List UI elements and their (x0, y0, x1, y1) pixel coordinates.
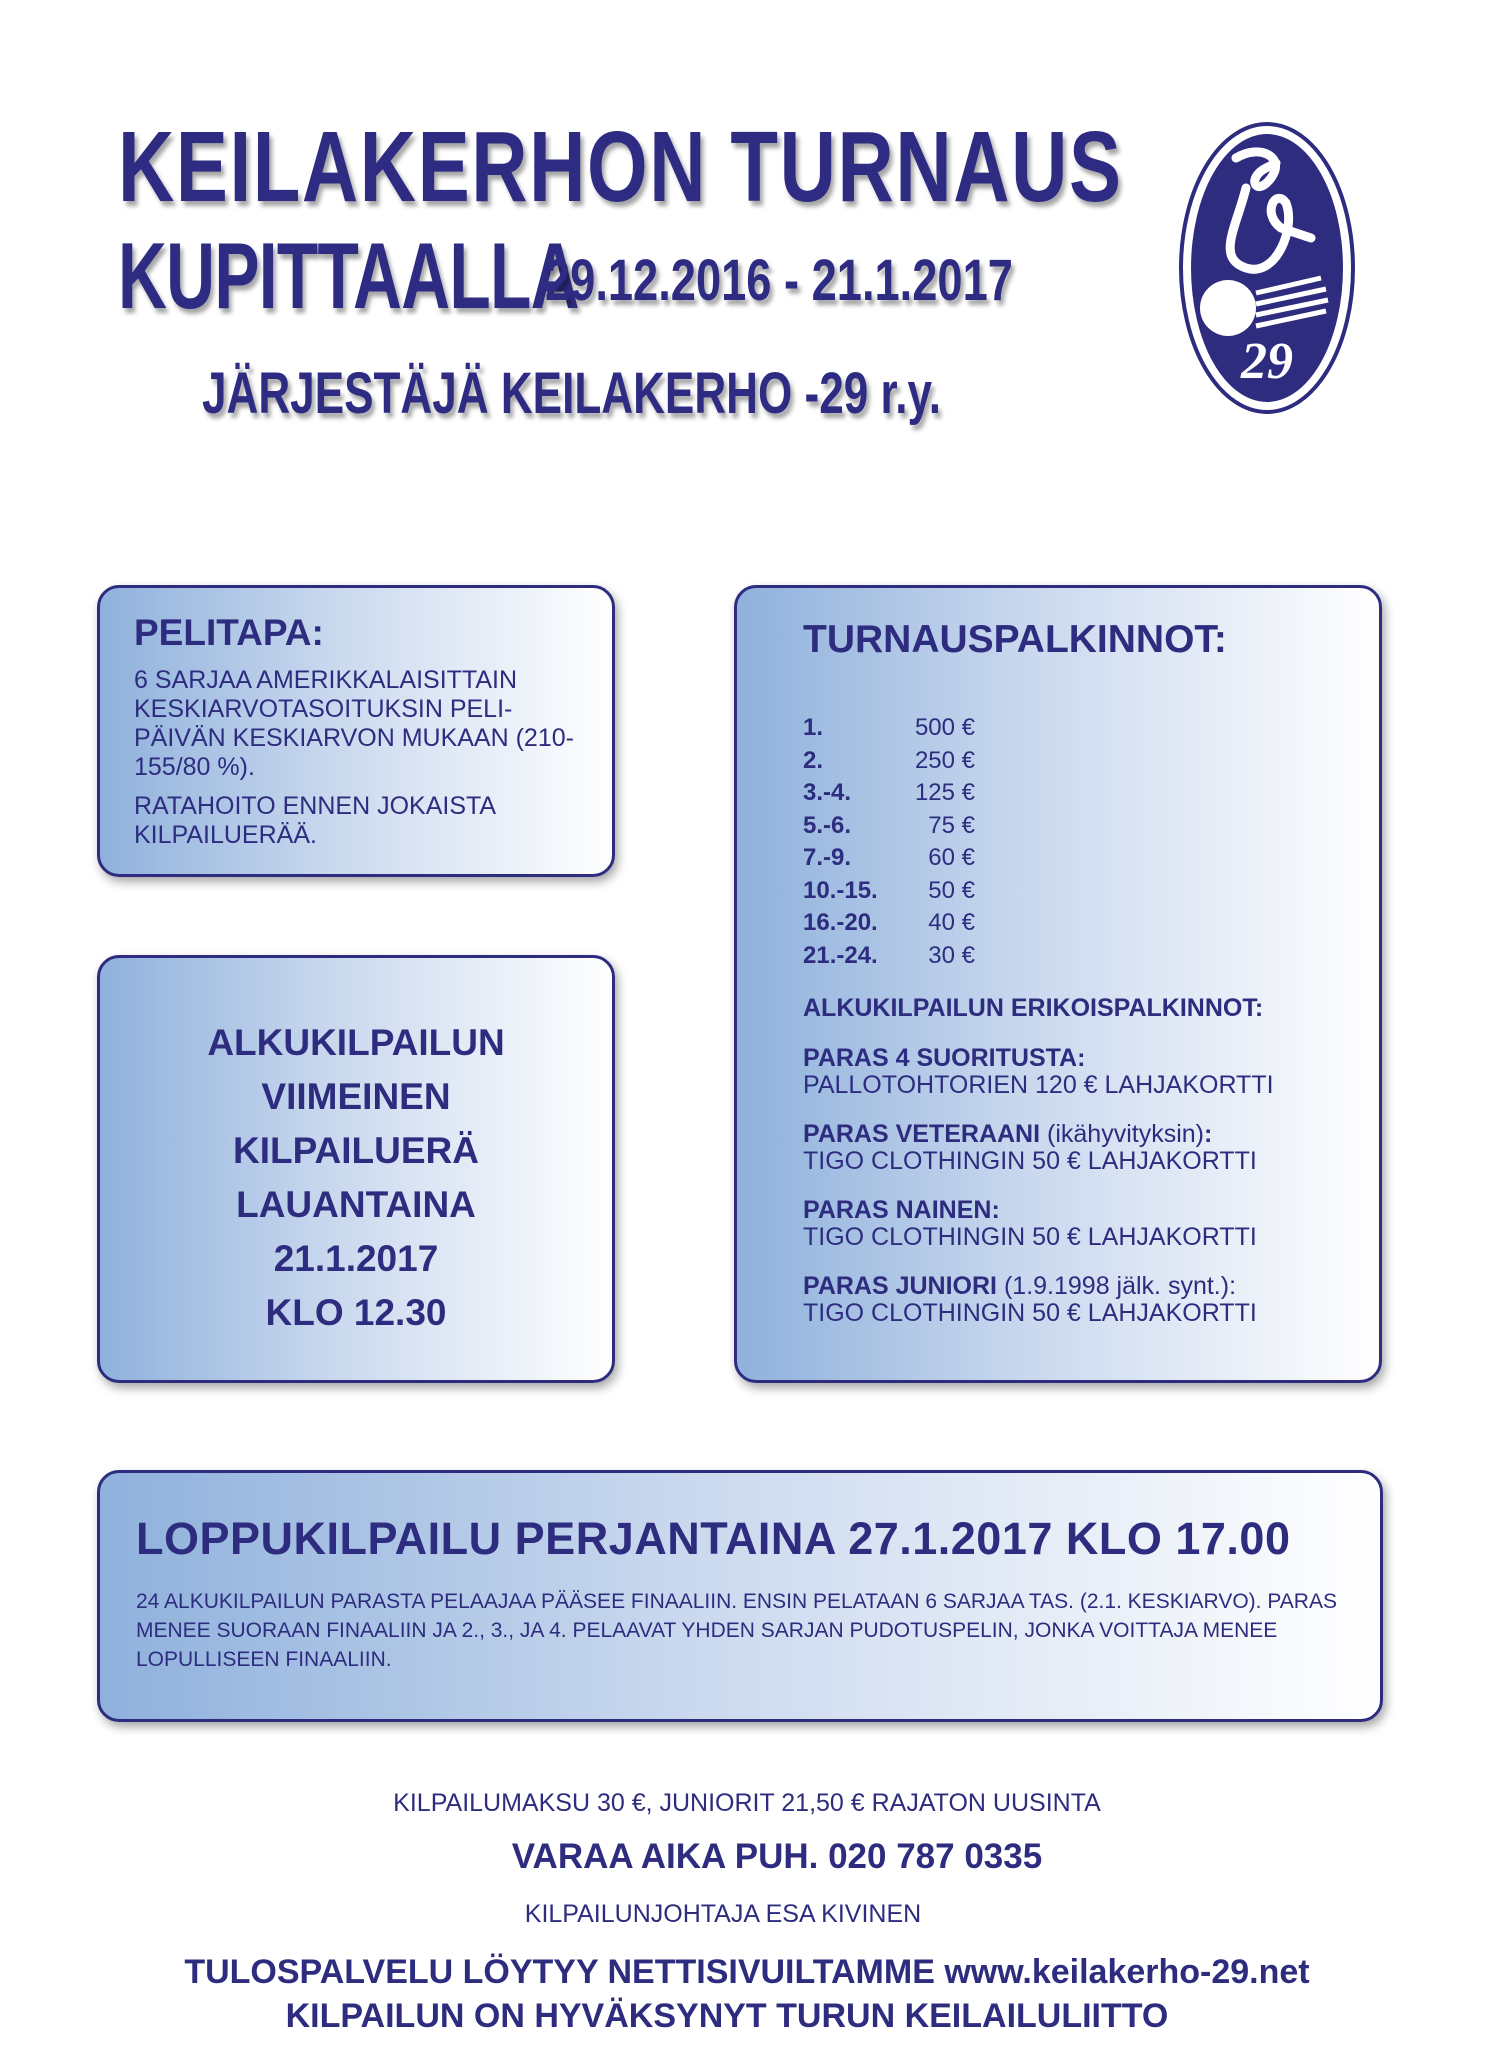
approval-note: KILPAILUN ON HYVÄKSYNYT TURUN KEILAILULIITTO (285, 1997, 1169, 2035)
prize-amount: 125 € (914, 779, 975, 806)
special-prize-title: PARAS JUNIORI (803, 1272, 998, 1300)
special-prize (803, 1045, 1313, 1099)
alku-line: ALKUKILPAILUN (207, 1022, 505, 1063)
prize-row (803, 745, 1313, 778)
prize-amount: 75 € (928, 811, 975, 839)
palkinnot-box (734, 585, 1382, 1383)
prize-place: 2. (803, 746, 824, 774)
prize-row (803, 875, 1313, 908)
prize-place: 5.-6. (803, 811, 852, 839)
logo-ball (1200, 280, 1256, 336)
results-service: TULOSPALVELU LÖYTYY NETTISIVUILTAMME www.keilakerho-29.net (184, 1953, 1310, 1991)
palkinnot-heading: TURNAUSPALKINNOT: (803, 618, 1227, 661)
alku-line: 21.1.2017 (273, 1238, 439, 1279)
alku-line: KLO 12.30 (265, 1292, 447, 1333)
entry-fee: KILPAILUMAKSU 30 €, JUNIORIT 21,50 € RAJATON UUSINTA (393, 1789, 1101, 1817)
prize-amount: 500 € (914, 714, 975, 741)
prize-place: 3.-4. (803, 779, 852, 806)
club-logo (1176, 118, 1358, 418)
prize-place: 16.-20. (803, 909, 878, 936)
special-prize-value: TIGO CLOTHINGIN 50 € LAHJAKORTTI (803, 1299, 1257, 1327)
prize-row (803, 712, 1313, 745)
prize-row (803, 842, 1313, 875)
prize-place: 10.-15. (803, 876, 878, 904)
organizer: JÄRJESTÄJÄ KEILAKERHO -29 r.y. (202, 361, 941, 426)
loppukilpailu-text: 24 ALKUKILPAILUN PARASTA PELAAJAA PÄÄSEE FINAALIIN. ENSIN PELATAAN 6 SARJAA TAS. (2.1. KESKIARVO). PARAS MENEE SUORAAN FINAALIIN JA 2., 3., JA 4. PELAAVAT YHDEN SARJAN PUDOTUSPELIN, JONKA VOITTAJA MENEE LOPULLISEEN FINAALIIN. (136, 1590, 1337, 1671)
prize-place: 21.-24. (803, 941, 878, 969)
special-prize-note: (ikähyvityksin) (1040, 1120, 1204, 1148)
alku-line: LAUANTAINA (236, 1184, 476, 1225)
special-prize-value: TIGO CLOTHINGIN 50 € LAHJAKORTTI (803, 1223, 1257, 1251)
prize-row (803, 907, 1313, 940)
prize-list (803, 712, 1313, 972)
special-prize-colon: : (1203, 1120, 1213, 1148)
special-prize-value: PALLOTOHTORIEN 120 € LAHJAKORTTI (803, 1071, 1274, 1099)
special-prize-title: PARAS NAINEN: (803, 1196, 1000, 1224)
prize-place: 7.-9. (803, 844, 852, 871)
prize-place: 1. (803, 714, 824, 741)
pelitapa-heading: PELITAPA: (134, 612, 324, 653)
prize-amount: 60 € (928, 844, 975, 871)
prize-amount: 40 € (928, 909, 975, 936)
special-prizes-heading: ALKUKILPAILUN ERIKOISPALKINNOT: (803, 994, 1264, 1022)
special-prize-note: (1.9.1998 jälk. synt.): (997, 1272, 1237, 1300)
prize-row (803, 777, 1313, 810)
prize-row (803, 810, 1313, 843)
special-prize-title: PARAS VETERAANI (803, 1120, 1041, 1148)
prize-amount: 50 € (928, 876, 975, 904)
pelitapa-text-2: RATAHOITO ENNEN JOKAISTA KILPAILUERÄÄ. (134, 792, 495, 849)
prize-amount: 250 € (914, 746, 975, 774)
alku-line: KILPAILUERÄ (233, 1130, 479, 1171)
prize-amount: 30 € (928, 941, 975, 969)
prize-row (803, 940, 1313, 973)
logo-number: 29 (1241, 333, 1293, 390)
competition-director: KILPAILUNJOHTAJA ESA KIVINEN (524, 1900, 922, 1928)
alku-line: VIIMEINEN (261, 1076, 451, 1117)
booking-phone: VARAA AIKA PUH. 020 787 0335 (511, 1837, 1043, 1876)
alkukilpailu-box (97, 955, 615, 1383)
title-line-2: KUPITTAALLA (118, 223, 579, 328)
pelitapa-text-1: 6 SARJAA AMERIKKALAISITTAIN KESKIARVOTASOITUKSIN PELI-PÄIVÄN KESKIARVON MUKAAN (210-155/80 %). (134, 666, 574, 781)
loppukilpailu-heading: LOPPUKILPAILU PERJANTAINA 27.1.2017 KLO 17.00 (136, 1513, 1291, 1564)
special-prize-value: TIGO CLOTHINGIN 50 € LAHJAKORTTI (803, 1147, 1257, 1175)
title-line-1: KEILAKERHON TURNAUS (118, 111, 1123, 223)
loppukilpailu-box (97, 1470, 1383, 1722)
special-prize (803, 1121, 1313, 1175)
special-prize (803, 1197, 1313, 1251)
special-prize-title: PARAS 4 SUORITUSTA: (803, 1044, 1086, 1072)
pelitapa-box (97, 585, 615, 877)
special-prize (803, 1273, 1313, 1327)
tournament-dates: 29.12.2016 - 21.1.2017 (545, 248, 1013, 313)
